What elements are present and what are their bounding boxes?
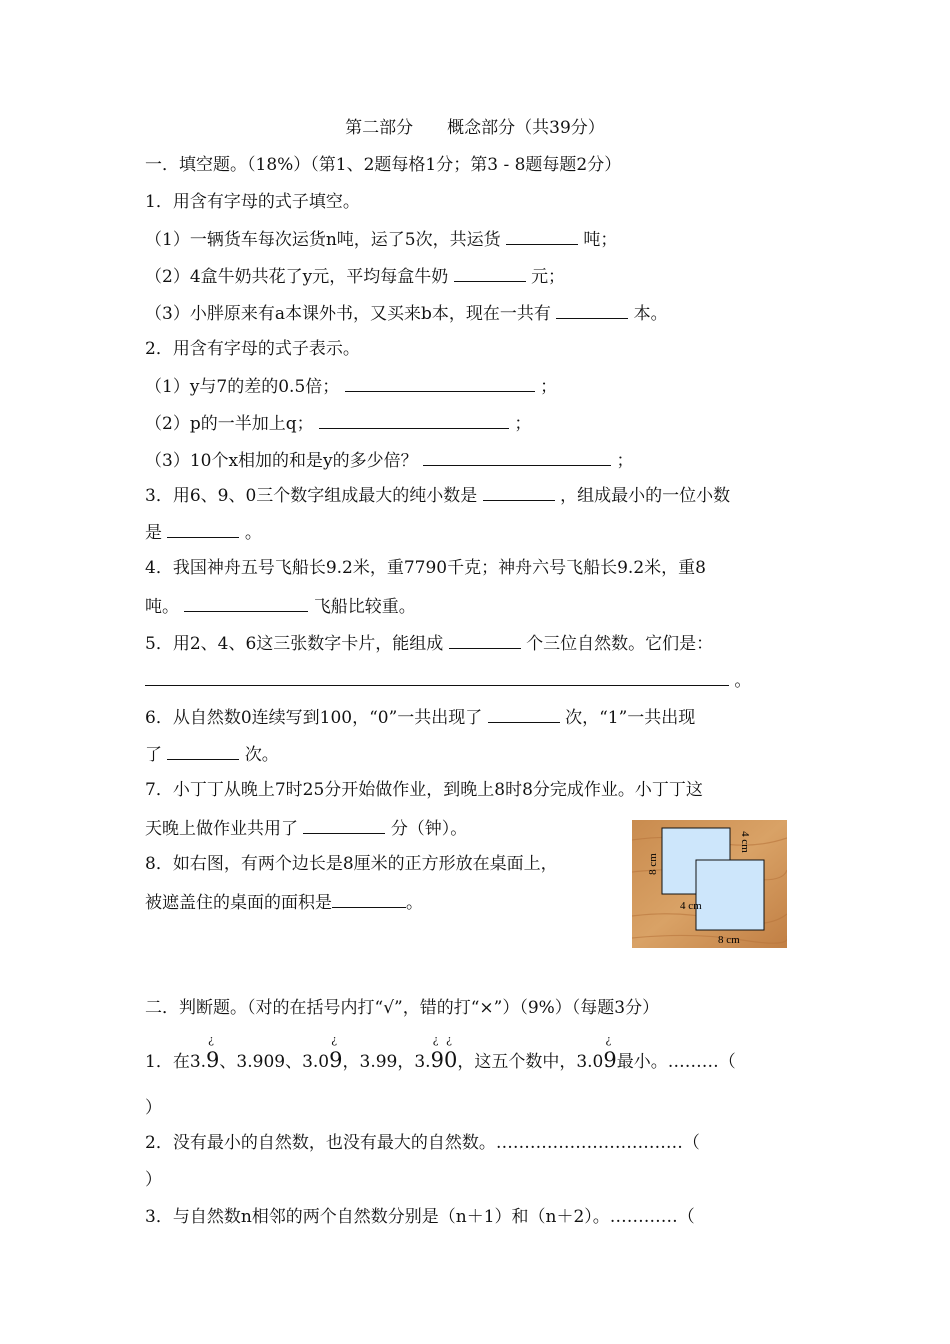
answer-blank[interactable] — [303, 815, 385, 834]
q6-text-d: 次。 — [244, 745, 279, 765]
answer-blank[interactable] — [488, 704, 560, 723]
q2-part1-text: （1）y与7的差的0.5倍； — [145, 377, 340, 397]
q4-line2 — [145, 593, 416, 619]
q6-text-c: 了 — [145, 745, 162, 765]
answer-blank[interactable] — [483, 482, 555, 501]
answer-blank[interactable] — [423, 447, 611, 466]
label-bottom-side: 8 cm — [718, 934, 740, 946]
page-title: 第二部分 概念部分（共39分） — [345, 118, 605, 138]
answer-blank[interactable] — [167, 519, 239, 538]
answer-blank[interactable] — [184, 593, 308, 612]
square-front — [696, 860, 764, 930]
q5-line2 — [145, 667, 751, 693]
repeating-digit-value: 9 — [206, 1048, 220, 1072]
answer-blank[interactable] — [145, 667, 729, 686]
q3-text-d: 。 — [244, 523, 262, 543]
label-left-side: 8 cm — [647, 853, 659, 875]
q6-text-a: 6．从自然数0连续写到100，“0”一共出现了 — [145, 708, 483, 728]
repeating-digit — [603, 1033, 617, 1072]
q5-text-a: 5．用2、4、6这三张数字卡片，能组成 — [145, 634, 444, 654]
repeating-digit-value: 9 — [329, 1048, 343, 1072]
repeating-digit — [430, 1033, 444, 1072]
q5-text-b: 个三位自然数。它们是： — [526, 634, 714, 654]
answer-blank[interactable] — [319, 410, 509, 429]
repeating-digit-value: 9 — [430, 1048, 444, 1072]
q2-stem: 2．用含有字母的式子表示。 — [145, 339, 360, 359]
q6-text-b: 次，“1”一共出现 — [565, 708, 696, 728]
q8-line2 — [145, 889, 423, 915]
q3-text-a: 3．用6、9、0三个数字组成最大的纯小数是 — [145, 486, 478, 506]
q1-part1 — [145, 226, 617, 252]
q1-part1-text: （1）一辆货车每次运货n吨，运了5次，共运货 — [145, 230, 501, 250]
q2-part3-text: （3）10个x相加的和是y的多少倍？ — [145, 451, 418, 471]
q8-text-b: 被遮盖住的桌面的面积是 — [145, 893, 332, 913]
answer-blank[interactable] — [332, 889, 406, 908]
q6-line1 — [145, 704, 695, 730]
repeating-digit-value: 0 — [443, 1048, 458, 1072]
s2-q1-text: 1．在3. — [145, 1052, 207, 1072]
q6-line2 — [145, 741, 279, 767]
section1-heading: 一．填空题。（18%）（第1、2题每格1分；第3 - 8题每题2分） — [145, 155, 622, 175]
answer-blank[interactable] — [506, 226, 578, 245]
q3-line1 — [145, 482, 730, 508]
q7-text-b: 天晚上做作业共用了 — [145, 819, 298, 839]
q2-part2 — [145, 410, 531, 436]
q5-line1 — [145, 630, 713, 656]
s2-q1-answer-bracket[interactable]: ） — [145, 1098, 162, 1118]
repeat-dot: ¿ — [445, 1033, 452, 1046]
s2-q1-text: 最小。………（ — [616, 1052, 736, 1072]
q1-part2 — [145, 263, 565, 289]
repeat-dot: ¿ — [208, 1033, 214, 1046]
answer-blank[interactable] — [449, 630, 521, 649]
q3-text-b: ，组成最小的一位小数 — [560, 486, 731, 506]
q4-text-c: 飞船比较重。 — [313, 597, 416, 617]
q4-text-b: 吨。 — [145, 597, 179, 617]
repeat-dot: ¿ — [432, 1033, 439, 1046]
q4-line1: 4．我国神舟五号飞船长9.2米，重7790千克；神舟六号飞船长9.2米，重8 — [145, 558, 706, 578]
q2-part3 — [145, 447, 633, 473]
q1-part3-unit: 本。 — [633, 304, 668, 324]
label-overlap-width: 4 cm — [680, 900, 702, 912]
q1-stem: 1．用含有字母的式子填空。 — [145, 192, 360, 212]
answer-blank[interactable] — [167, 741, 239, 760]
answer-blank[interactable] — [454, 263, 526, 282]
answer-blank[interactable] — [556, 300, 628, 319]
repeating-digit — [329, 1033, 343, 1072]
q1-part2-unit: 元； — [531, 267, 566, 287]
s2-q3: 3．与自然数n相邻的两个自然数分别是（n＋1）和（n＋2）。…………（ — [145, 1207, 695, 1227]
q3-text-c: 是 — [145, 523, 162, 543]
q5-text-c: 。 — [734, 671, 752, 691]
repeat-dot: ¿ — [331, 1033, 338, 1046]
q8-line1: 8．如右图，有两个边长是8厘米的正方形放在桌面上， — [145, 854, 558, 874]
q1-part1-unit: 吨； — [583, 230, 618, 250]
two-squares-figure — [632, 820, 787, 948]
s2-q1 — [145, 1033, 736, 1074]
q2-part2-end: ； — [514, 414, 532, 434]
repeating-digit — [206, 1033, 220, 1072]
q7-line2 — [145, 815, 467, 841]
q7-text-c: 分（钟）。 — [390, 819, 468, 839]
s2-q1-text: ，这五个数中，3.0 — [457, 1052, 604, 1072]
label-overlap-height: 4 cm — [739, 831, 751, 853]
s2-q1-text: 、3.909、3.0 — [219, 1052, 330, 1072]
q8-text-c: 。 — [406, 893, 423, 913]
q1-part3-text: （3）小胖原来有a本课外书，又买来b本，现在一共有 — [145, 304, 551, 324]
q2-part2-text: （2）p的一半加上q； — [145, 414, 314, 434]
repeating-digit — [443, 1033, 458, 1072]
section2-heading: 二．判断题。（对的在括号内打“√”，错的打“×”）（9%）（每题3分） — [145, 998, 660, 1018]
q1-part2-text: （2）4盒牛奶共花了y元，平均每盒牛奶 — [145, 267, 449, 287]
q2-part1-end: ； — [540, 377, 558, 397]
answer-blank[interactable] — [345, 373, 535, 392]
s2-q1-text: ，3.99，3. — [342, 1052, 431, 1072]
q2-part1 — [145, 373, 557, 399]
s2-q2: 2．没有最小的自然数，也没有最大的自然数。……………………………（ — [145, 1133, 700, 1153]
q2-part3-end: ； — [616, 451, 634, 471]
q7-line1: 7．小丁丁从晚上7时25分开始做作业，到晚上8时8分完成作业。小丁丁这 — [145, 780, 703, 800]
repeat-dot: ¿ — [605, 1033, 612, 1046]
repeating-digit-value: 9 — [603, 1048, 617, 1072]
s2-q2-answer-bracket[interactable]: ） — [145, 1170, 162, 1190]
q3-line2 — [145, 519, 262, 545]
q1-part3 — [145, 300, 668, 326]
